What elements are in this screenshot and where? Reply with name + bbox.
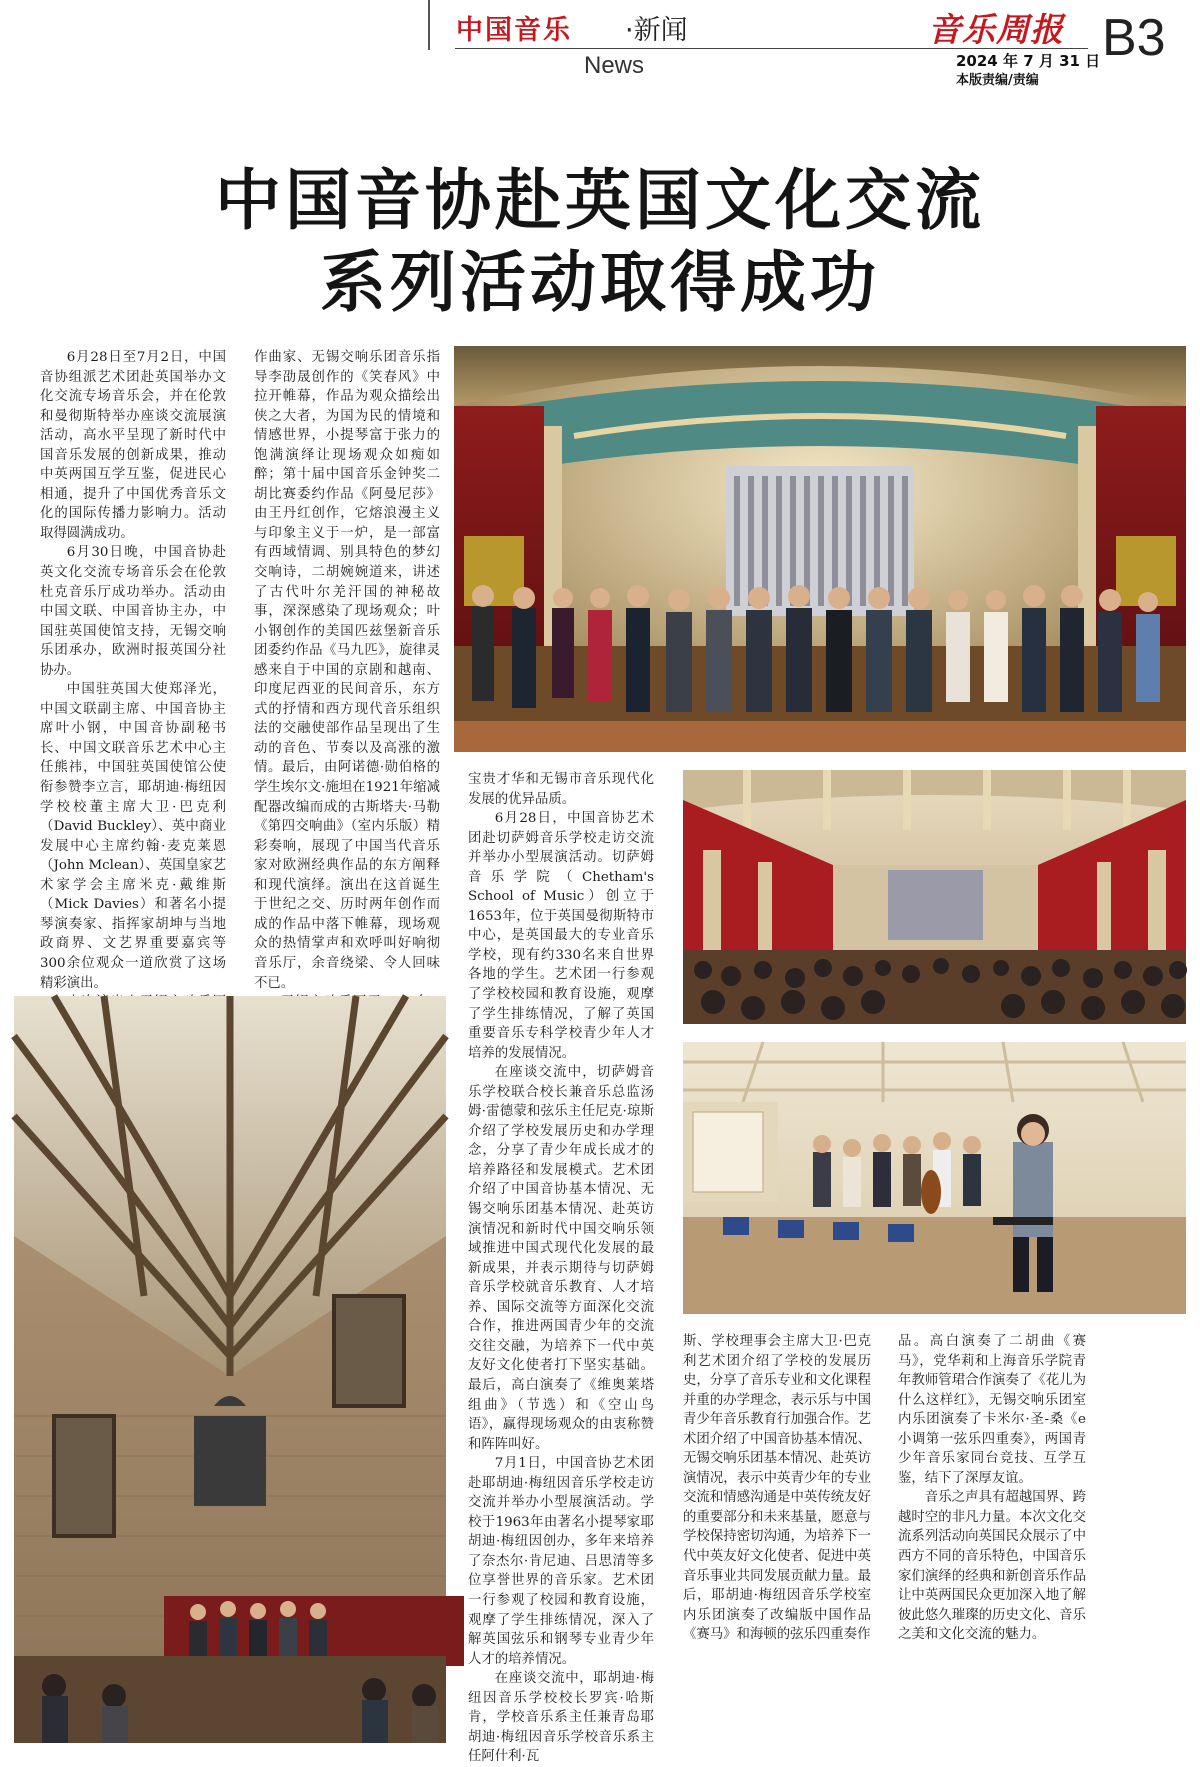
masthead-paper-name: 音乐周报	[928, 10, 1064, 49]
audience-hall-photo	[683, 770, 1186, 1024]
article-paragraph: 音乐之声具有超越国界、跨越时空的非凡力量。本次文化交流系列活动向英国民众展示了中西方不同的音乐特色，中国音乐家们演绎的经典和新创音乐作品让中英两国民众更加深入地了解彼此悠久璀璨的历史文化、音乐之美和文化交流的魅力。	[898, 1490, 1086, 1643]
page-number: B3	[1102, 9, 1166, 67]
article-column-2	[254, 348, 440, 991]
article-paragraph: 宝贵才华和无锡市音乐现代化发展的优异品质。	[468, 772, 654, 807]
article-paragraph: 斯、学校理事会主席大卫·巴克利艺术团介绍了学校的发展历史，分享了音乐专业和文化课程并重的办学理念，表示乐与中国青少年音乐教育行加强合作。艺术团介绍了中国音协基本情况、无锡交响乐团基本情况、赴英访演情况，表示中英青少年的专业交流和情感沟通是中英传统友好的重要部分和未来基量，愿意与学校保持密切沟通，为培养下一代中英友好文化使者、促进中英音乐事业共同发展贡献力量。最后，耶胡迪·梅纽因音乐学校室内乐团演奏了改编版中国作品《赛马》和海顿的弦乐四重奏作	[683, 1334, 871, 1643]
headline-line-2: 系列活动取得成功	[320, 244, 880, 321]
masthead-section: ·新闻	[625, 15, 688, 46]
concert-hall-group-photo-icon	[454, 346, 1186, 752]
red-hall-audience-photo-icon	[683, 770, 1186, 1024]
article-paragraph: 6月28日，中国音协艺术团赴切萨姆音乐学校走访交流并举办小型展演活动。切萨姆音乐学院（Chetham's School of Music）创立于1653年，位于英国曼彻斯特市中心，是英国最大的专业音乐学校，现有约330名来自世界各地的学生。艺术团一行参观了学校校园和教育设施，观摩了学生排练情况，了解了英国重要音乐专科学校青少年人才培养的发展情况。	[468, 811, 654, 1061]
classroom-performance-photo-icon	[683, 1042, 1186, 1314]
article-paragraph: 6月28日至7月2日，中国音协组派艺术团赴英国举办文化交流专场音乐会，并在伦敦和曼彻斯特举办座谈交流展演活动，高水平呈现了新时代中国音乐发展的创新成果，推动中英两国互学互鉴，促进民心相通，提升了中国优秀音乐文化的国际传播力影响力。活动取得圆满成功。	[40, 350, 226, 541]
article-column-5	[898, 1332, 1086, 1745]
article-paragraph: 7月1日，中国音协艺术团赴耶胡迪·梅纽因音乐学校走访交流并举办小型展演活动。学校于1963年由著名小提琴家耶胡迪·梅纽因创办，多年来培养了奈杰尔·肯尼迪、吕思清等多位享誉世界的音乐家。艺术团一行参观了校园和教育设施，观摩了学生排练情况，深入了解英国弦乐和钢琴专业青少年人才的培养情况。	[468, 1456, 654, 1667]
headline-line-1: 中国音协赴英国文化交流	[215, 162, 985, 239]
article-paragraph: 作曲家、无锡交响乐团音乐指导李劭晟创作的《笑春风》中拉开帷幕，作品为观众描绘出侠之大者，为国为民的情境和情感世界，小提琴富于张力的饱满演绎让现场观众如痴如醉；第十届中国音乐金钟奖二胡比赛委约作品《阿曼尼莎》由王丹红创作，它熔浪漫主义与印象主义于一炉，是一部富有西域情调、别具特色的梦幻交响诗，二胡婉婉道来，讲述了古代叶尔羌汗国的神秘故事，深深感染了现场观众；叶小钢创作的美国匹兹堡新音乐团委约作品《马九匹》，旋律灵感来自于中国的京剧和越南、印度尼西亚的民间音乐，东方式的抒情和西方现代音乐组织法的交融使部作品呈现出了生动的音色、节奏以及高涨的激情。最后，由阿诺德·勋伯格的学生埃尔文·施坦在1921年缩减配器改编而成的古斯塔夫·马勒《第四交响曲》（室内乐版）精彩奏响，展现了中国当代音乐家对欧洲经典作品的东方阐释和现代演绎。演出在这首诞生于世纪之交、历时两年创作而成的作品中落下帷幕，现场观众的热情掌声和欢呼叫好响彻音乐厅，余音绕梁、令人回味不已。	[254, 350, 440, 991]
rehearsal-photo	[683, 1042, 1186, 1314]
masthead-date: 2024 年 7 月 31 日	[956, 52, 1101, 70]
article-column-3	[468, 770, 654, 1765]
article-paragraph: 在座谈交流中，切萨姆音乐学校联合校长兼音乐总监汤姆·雷德蒙和弦乐主任尼克·琼斯介绍了学校发展历史和办学理念，分享了青少年成长成才的培养路径和发展模式。艺术团介绍了中国音协基本情况、无锡交响乐团基本情况、赴英访演情况和新时代中国交响乐领域推进中国式现代化发展的最新成果，并表示期待与切萨姆音乐学校就音乐教育、人才培养、国际交流等方面深化交流合作，推进两国青少年的交流交往交融，为培养下一代中英友好文化使者打下坚实基础。最后，高白演奏了《维奥莱塔组曲》（节选）和《空山鸟语》，赢得现场观众的由衷称赞和阵阵叫好。	[468, 1065, 654, 1452]
article-column-4	[683, 1332, 871, 1745]
concert-group-photo	[454, 346, 1186, 752]
article-paragraph: 中国驻英国大使郑泽光，中国文联副主席、中国音协主席叶小钢，中国音协副秘书长、中国文联音乐艺术中心主任熊祎，中国驻英国使馆公使衔参赞李立言，耶胡迪·梅纽因学校校董主席大卫·巴克利（David Buckley）、英中商业发展中心主席约翰·麦克莱恩（John Mclean）、英国皇家艺术家学会主席米克·戴维斯（Mick Davies）和著名小提琴演奏家、指挥家胡坤与当地政商界、文艺界重要嘉宾等300余位观众一道欣赏了这场精彩演出。	[40, 682, 226, 991]
masthead-section-en: News	[584, 52, 645, 79]
masthead-divider	[428, 0, 430, 50]
page-headline	[40, 160, 1160, 324]
article-paragraph: 品。高白演奏了二胡曲《赛马》，党华莉和上海音乐学院青年教师管珺合作演奏了《花儿为什么这样红》，无锡交响乐团室内乐团演奏了卡米尔·圣-桑《e小调第一弦乐四重奏》，两国青少年音乐家同台竞技、互学互鉴，结下了深厚友谊。	[898, 1334, 1086, 1486]
gothic-hall-meeting-photo	[14, 996, 446, 1743]
article-paragraph: 在座谈交流中，耶胡迪·梅纽因音乐学校校长罗宾·哈斯肯，学校音乐系主任兼青岛耶胡迪·梅纽因音乐学校音乐系主任阿什利·瓦	[468, 1671, 654, 1765]
masthead-brand: 中国音乐	[456, 15, 572, 46]
article-paragraph: 6月30日晚，中国音协赴英文化交流专场音乐会在伦敦杜克音乐厅成功举办。活动由中国文联、中国音协主办，中国驻英国使馆支持，无锡交响乐团承办，欧洲时报英国分社协办。	[40, 545, 226, 678]
masthead-editor: 本版责编/责编	[956, 73, 1039, 88]
article-column-1	[40, 348, 226, 991]
gothic-hall-meeting-photo-icon	[14, 996, 446, 1743]
masthead	[0, 0, 1200, 92]
